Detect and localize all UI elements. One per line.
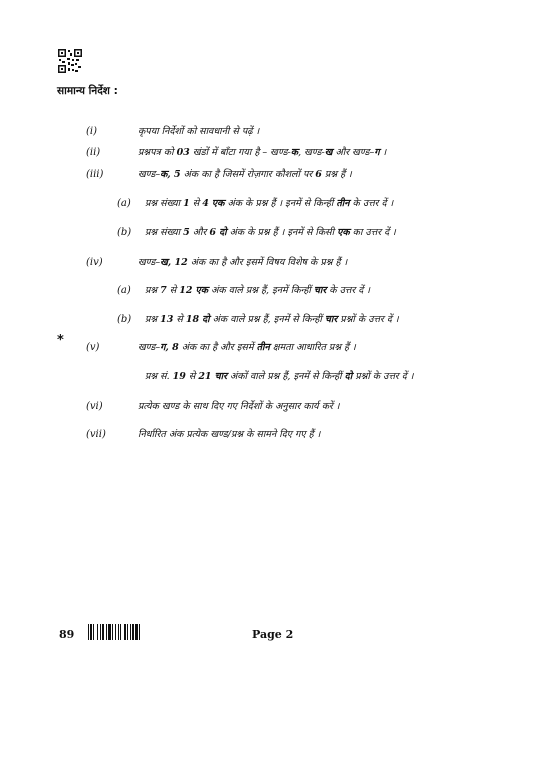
item-v-number: (v) — [86, 342, 100, 353]
item-i-text: कृपया निर्देशों को सावधानी से पढ़ें । — [138, 126, 260, 137]
item-iii-a-text: प्रश्न संख्या 1 से 4 एक अंक के प्रश्न हैं । इनमें से किन्हीं तीन के उत्तर दें । — [145, 198, 394, 209]
item-vi-text: प्रत्येक खण्ड के साथ दिए गए निर्देशों के अनुसार कार्य करें । — [138, 401, 340, 412]
item-iii-b-text: प्रश्न संख्या 5 और 6 दो अंक के प्रश्न हैं । इनमें से किसी एक का उत्तर दें । — [145, 227, 396, 238]
item-iv-a-number: (a) — [117, 285, 131, 296]
item-iv-a-text: प्रश्न 7 से 12 एक अंक वाले प्रश्न हैं, इनमें किन्हीं चार के उत्तर दें । — [145, 285, 370, 296]
item-vi-number: (vi) — [86, 401, 103, 412]
margin-asterisk-mark: * — [57, 333, 64, 348]
item-i-number: (i) — [86, 126, 98, 137]
item-ii-text: प्रश्नपत्र को 03 खंडों में बाँटा गया है – खण्ड-क, खण्ड-ख और खण्ड–ग । — [138, 147, 387, 158]
item-iv-b-text: प्रश्न 13 से 18 दो अंक वाले प्रश्न हैं, इनमें से किन्हीं चार प्रश्नों के उत्तर दें । — [145, 314, 399, 325]
item-vii-number: (vii) — [86, 429, 106, 440]
item-iv-b-number: (b) — [117, 314, 132, 325]
qr-code-icon — [58, 49, 82, 73]
item-v-text: खण्ड–ग, 8 अंक का है और इसमें तीन क्षमता आधारित प्रश्न हैं । — [138, 342, 356, 353]
item-iii-text: खण्ड–क, 5 अंक का है जिसमें रोज़गार कौशलों पर 6 प्रश्न हैं । — [138, 169, 352, 180]
item-iii-a-number: (a) — [117, 198, 131, 209]
item-vii-text: निर्धारित अंक प्रत्येक खण्ड/प्रश्न के सामने दिए गए हैं । — [138, 429, 321, 440]
item-iv-text: खण्ड–ख, 12 अंक का है और इसमें विषय विशेष के प्रश्न हैं । — [138, 257, 348, 268]
item-v-detail-text: प्रश्न सं. 19 से 21 चार अंकों वाले प्रश्न हैं, इनमें से किन्हीं दो प्रश्नों के उत्तर दें । — [145, 371, 414, 382]
item-iii-number: (iii) — [86, 169, 104, 180]
general-instructions-heading: सामान्य निर्देश : — [57, 85, 118, 97]
item-iii-b-number: (b) — [117, 227, 132, 238]
page-number: Page 2 — [252, 628, 294, 641]
barcode-icon — [88, 624, 150, 640]
paper-code: 89 — [59, 628, 75, 641]
item-iv-number: (iv) — [86, 257, 103, 268]
item-ii-number: (ii) — [86, 147, 101, 158]
